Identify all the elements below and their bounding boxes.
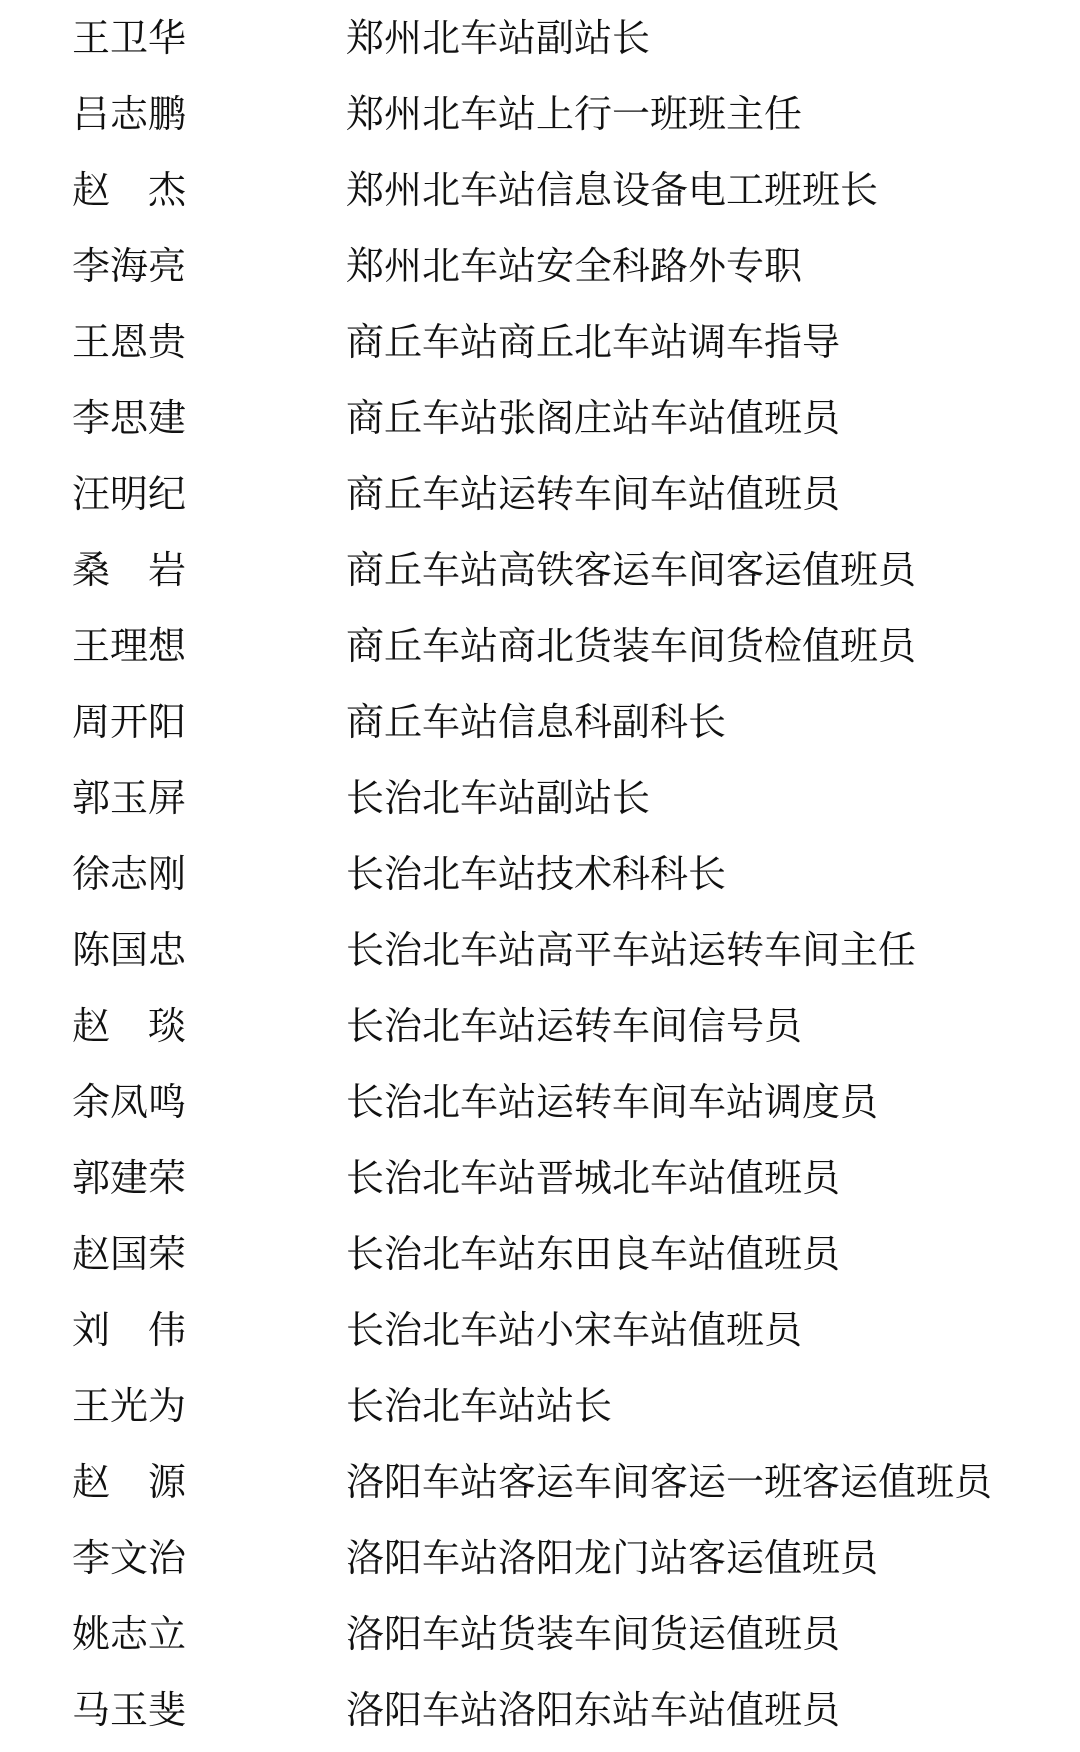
list-item (0, 76, 1080, 152)
person-name: 赵国荣 (72, 1232, 187, 1276)
list-item (0, 0, 1080, 76)
person-name: 王理想 (72, 624, 187, 668)
person-name: 周开阳 (72, 700, 187, 744)
person-name: 徐志刚 (72, 852, 187, 896)
person-name: 李海亮 (72, 244, 187, 288)
person-name: 王光为 (72, 1384, 187, 1428)
list-item (0, 1368, 1080, 1444)
list-item (0, 456, 1080, 532)
person-name: 陈国忠 (72, 928, 187, 972)
person-title: 长治北车站运转车间信号员 (346, 1004, 803, 1048)
list-item (0, 380, 1080, 456)
person-name: 吕志鹏 (72, 92, 187, 136)
person-name: 刘 伟 (72, 1308, 187, 1352)
list-item (0, 684, 1080, 760)
person-title: 商丘车站高铁客运车间客运值班员 (346, 548, 917, 592)
person-title: 长治北车站高平车站运转车间主任 (346, 928, 917, 972)
person-title: 长治北车站技术科科长 (346, 852, 727, 896)
person-name: 汪明纪 (72, 472, 187, 516)
person-title: 郑州北车站信息设备电工班班长 (346, 168, 879, 212)
person-title: 郑州北车站副站长 (346, 16, 651, 60)
person-name: 郭玉屏 (72, 776, 187, 820)
person-title: 洛阳车站洛阳龙门站客运值班员 (346, 1536, 879, 1580)
person-name: 姚志立 (72, 1612, 187, 1656)
list-item (0, 988, 1080, 1064)
person-name: 王卫华 (72, 16, 187, 60)
person-title: 洛阳车站客运车间客运一班客运值班员 (346, 1460, 993, 1504)
person-title: 长治北车站东田良车站值班员 (346, 1232, 841, 1276)
person-title: 商丘车站商北货装车间货检值班员 (346, 624, 917, 668)
list-item (0, 1292, 1080, 1368)
list-item (0, 1672, 1080, 1748)
list-item (0, 1216, 1080, 1292)
person-title: 商丘车站张阁庄站车站值班员 (346, 396, 841, 440)
person-title: 长治北车站运转车间车站调度员 (346, 1080, 879, 1124)
person-name: 马玉斐 (72, 1688, 187, 1732)
list-item (0, 760, 1080, 836)
person-title: 郑州北车站安全科路外专职 (346, 244, 803, 288)
list-item (0, 1444, 1080, 1520)
person-name: 郭建荣 (72, 1156, 187, 1200)
person-name: 王恩贵 (72, 320, 187, 364)
person-title: 长治北车站站长 (346, 1384, 613, 1428)
person-name: 李思建 (72, 396, 187, 440)
list-item (0, 836, 1080, 912)
list-item (0, 304, 1080, 380)
person-name: 赵 杰 (72, 168, 187, 212)
person-title: 长治北车站晋城北车站值班员 (346, 1156, 841, 1200)
list-item (0, 608, 1080, 684)
person-title: 长治北车站副站长 (346, 776, 651, 820)
person-title: 商丘车站信息科副科长 (346, 700, 727, 744)
person-title: 长治北车站小宋车站值班员 (346, 1308, 803, 1352)
person-title: 郑州北车站上行一班班主任 (346, 92, 803, 136)
person-name: 赵 源 (72, 1460, 187, 1504)
person-title: 商丘车站商丘北车站调车指导 (346, 320, 841, 364)
person-title: 洛阳车站货装车间货运值班员 (346, 1612, 841, 1656)
person-title: 商丘车站运转车间车站值班员 (346, 472, 841, 516)
list-item (0, 1520, 1080, 1596)
list-item (0, 152, 1080, 228)
list-item (0, 912, 1080, 988)
list-item (0, 1596, 1080, 1672)
list-item (0, 1064, 1080, 1140)
person-title: 洛阳车站洛阳东站车站值班员 (346, 1688, 841, 1732)
list-item (0, 1140, 1080, 1216)
list-item (0, 228, 1080, 304)
person-name: 李文治 (72, 1536, 187, 1580)
person-name: 桑 岩 (72, 548, 187, 592)
list-item (0, 532, 1080, 608)
person-name: 赵 琰 (72, 1004, 187, 1048)
person-name: 余凤鸣 (72, 1080, 187, 1124)
